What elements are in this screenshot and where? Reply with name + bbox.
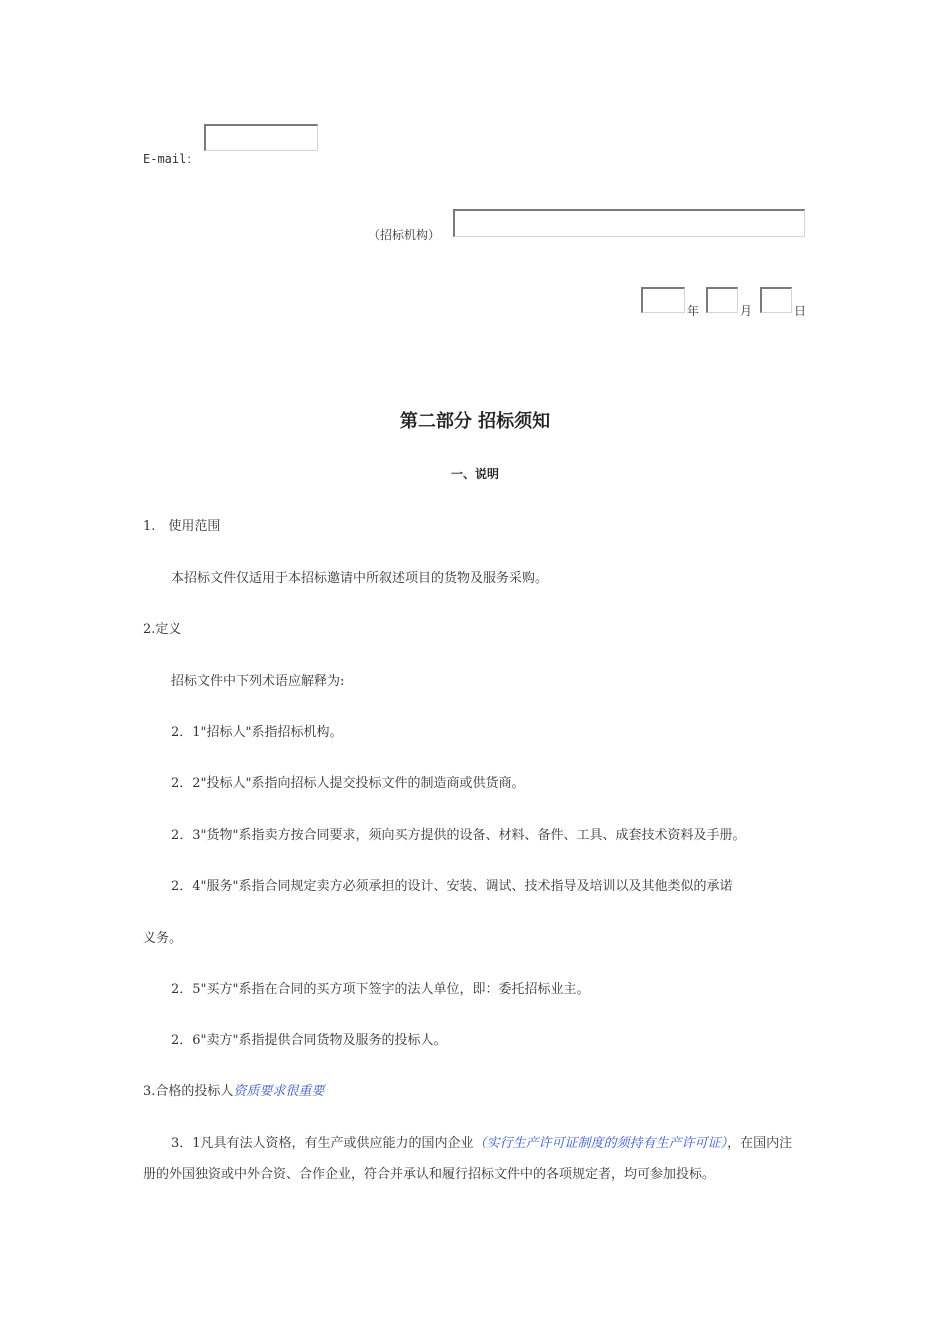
item3-heading [143, 1080, 324, 1099]
day-label: 日 [794, 304, 807, 318]
item2-3: 2．3"货物"系指卖方按合同要求，须向买方提供的设备、材料、备件、工具、成套技术资料及手册。 [171, 828, 746, 843]
agency-input[interactable] [453, 209, 805, 237]
item3-note: 资质要求很重要 [233, 1084, 325, 1099]
item2-1: 2．1"招标人"系指招标机构。 [171, 725, 343, 740]
item2-2: 2．2"投标人"系指向招标人提交投标文件的制造商或供货商。 [171, 776, 525, 791]
year-input[interactable] [641, 287, 685, 313]
month-label: 月 [740, 304, 753, 318]
item2-5: 2．5"买方"系指在合同的买方项下签字的法人单位，即：委托招标业主。 [171, 982, 590, 997]
item3-1-line1 [171, 1132, 792, 1151]
item1-text: 本招标文件仅适用于本招标邀请中所叙述项目的货物及服务采购。 [171, 571, 549, 586]
item3-1-line2: 册的外国独资或中外合资、合作企业，符合并承认和履行招标文件中的各项规定者，均可参加投标。 [143, 1167, 716, 1182]
email-input[interactable] [204, 124, 318, 151]
item3-1-note: （实行生产许可证制度的须持有生产许可证） [473, 1136, 728, 1151]
month-input[interactable] [706, 287, 738, 313]
item2-4-line2: 义务。 [143, 931, 183, 946]
year-label: 年 [687, 304, 700, 318]
item3-1-text-end: ，在国内注 [727, 1136, 793, 1151]
part-title: 第二部分 招标须知 [399, 411, 551, 432]
item2-intro: 招标文件中下列术语应解释为: [171, 674, 345, 689]
item2-6: 2．6"卖方"系指提供合同货物及服务的投标人。 [171, 1033, 447, 1048]
item1-heading: 1. 使用范围 [143, 519, 221, 534]
item3-1-text-start: 3．1凡具有法人资格，有生产或供应能力的国内企业 [171, 1136, 474, 1151]
email-label: E-mail： [143, 152, 199, 166]
day-input[interactable] [760, 287, 792, 313]
item2-heading: 2.定义 [143, 622, 182, 637]
section-title: 一、说明 [450, 467, 499, 481]
item2-4-line1: 2．4"服务"系指合同规定卖方必须承担的设计、安装、调试、技术指导及培训以及其他类似的承诺 [171, 879, 733, 894]
agency-label: （招标机构） [368, 228, 441, 242]
item3-heading-text: 3.合格的投标人 [143, 1084, 234, 1099]
